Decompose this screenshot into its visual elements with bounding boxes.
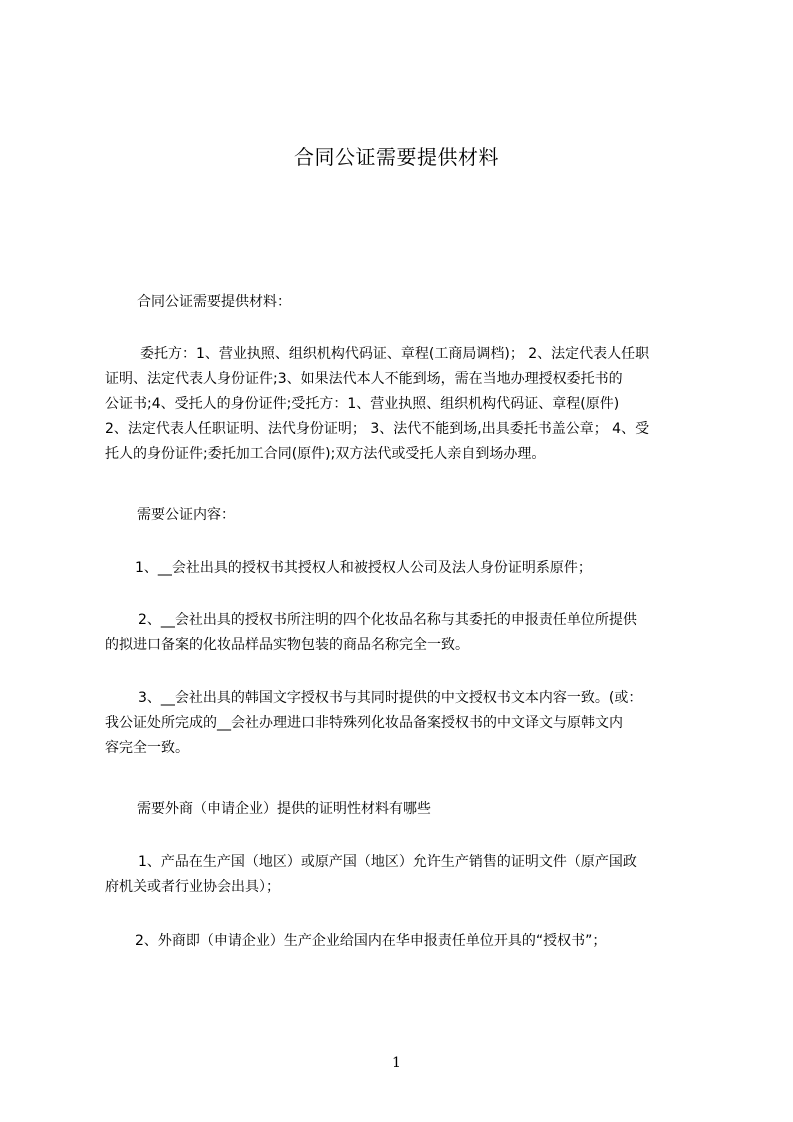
paragraph-line: 1、__会社出具的授权书其授权人和被授权人公司及法人身份证明系原件； — [135, 560, 592, 576]
paragraph-line: 托人的身份证件;委托加工合同(原件);双方法代或受托人亲自到场办理。 — [105, 446, 546, 462]
section-heading-materials: 合同公证需要提供材料： — [137, 294, 291, 310]
paragraph-line: 2、法定代表人任职证明、法代身份证明； 3、法代不能到场,出具委托书盖公章； 4、受 — [105, 421, 650, 437]
document-title: 合同公证需要提供材料 — [294, 145, 499, 169]
paragraph-line: 的拟进口备案的化妆品样品实物包装的商品名称完全一致。 — [105, 637, 469, 653]
paragraph-line: 2、__会社出具的授权书所注明的四个化妆品名称与其委托的申报责任单位所提供 — [138, 612, 637, 628]
paragraph-line: 2、外商即（申请企业）生产企业给国内在华申报责任单位开具的“授权书”； — [135, 933, 607, 949]
paragraph-line: 证明、法定代表人身份证件;3、如果法代本人不能到场，需在当地办理授权委托书的 — [105, 371, 623, 387]
section-heading-content: 需要公证内容： — [137, 507, 235, 523]
paragraph-materials — [105, 342, 710, 467]
paragraph-line: 府机关或者行业协会出具）； — [105, 879, 280, 895]
paragraph-foreign-item-1 — [105, 850, 710, 900]
paragraph-line: 我公证处所完成的__会社办理进口非特殊列化妆品备案授权书的中文译文与原韩文内 — [105, 715, 623, 731]
paragraph-line: 委托方：1、营业执照、组织机构代码证、章程(工商局调档)； 2、法定代表人任职 — [140, 346, 650, 362]
paragraph-item-3 — [105, 686, 710, 761]
paragraph-item-1 — [105, 556, 710, 581]
paragraph-item-2 — [105, 608, 710, 658]
section-heading-foreign: 需要外商（申请企业）提供的证明性材料有哪些 — [137, 801, 431, 817]
paragraph-line: 容完全一致。 — [105, 740, 189, 756]
page-number: 1 — [392, 1055, 401, 1071]
paragraph-foreign-item-2 — [105, 929, 710, 954]
paragraph-line: 公证书;4、受托人的身份证件;受托方：1、营业执照、组织机构代码证、章程(原件) — [105, 396, 620, 412]
paragraph-line: 1、产品在生产国（地区）或原产国（地区）允许生产销售的证明文件（原产国政 — [138, 854, 637, 870]
paragraph-line: 3、__会社出具的韩国文字授权书与其同时提供的中文授权书文本内容一致。(或： — [138, 690, 643, 706]
